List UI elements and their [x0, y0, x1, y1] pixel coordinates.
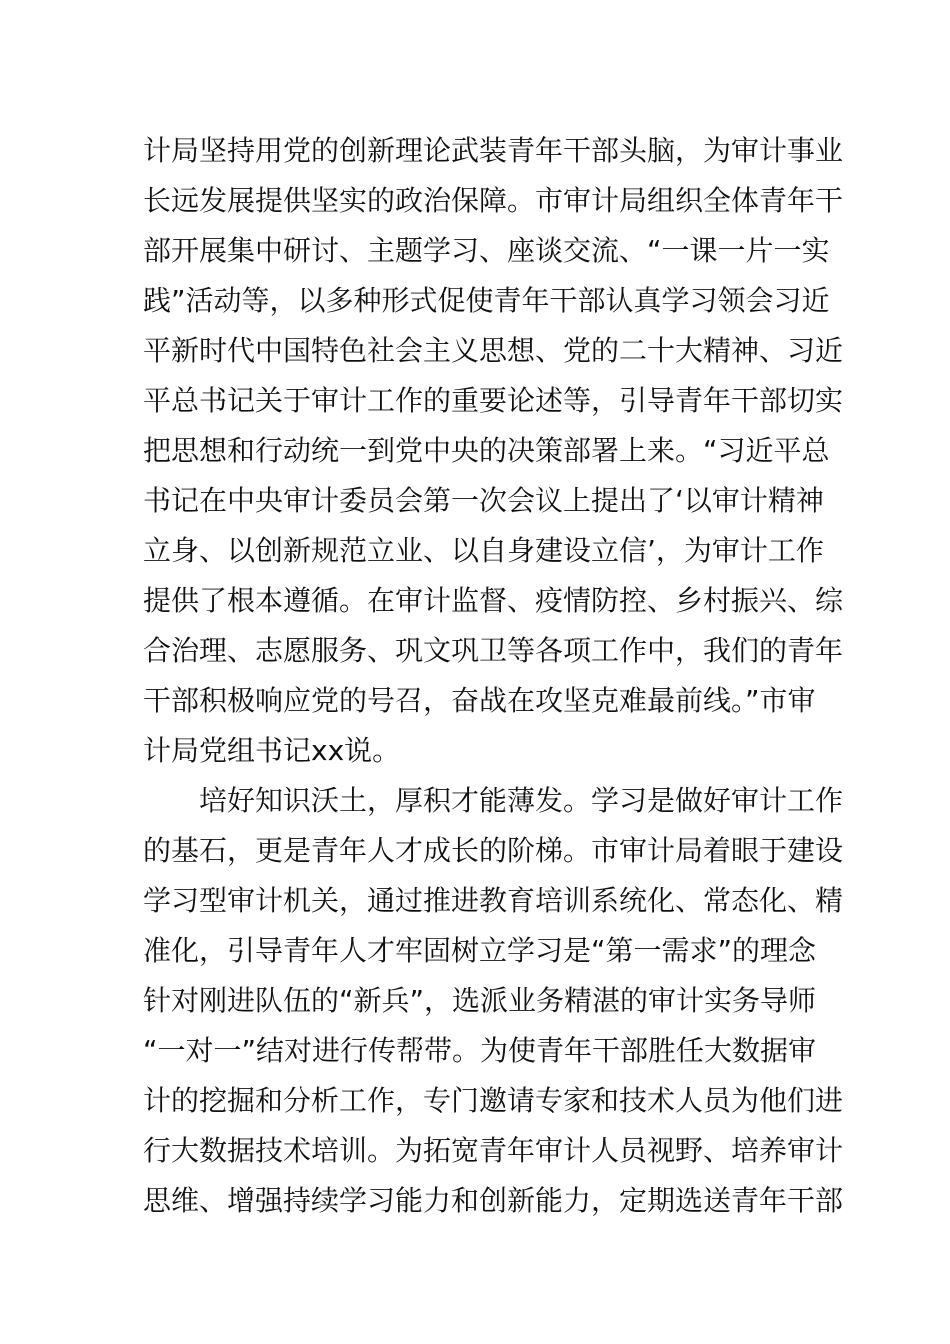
text-line: 平新时代中国特色社会主义思想、党的二十大精神、习近 — [143, 334, 844, 367]
text-line: 针对刚进队伍的“新兵”，选派业务精湛的审计实务导师 — [143, 984, 817, 1017]
text-line: 部开展集中研讨、主题学习、座谈交流、“一课一片一实 — [143, 234, 830, 267]
text-line: 立身、以创新规范立业、以自身建设立信’，为审计工作 — [143, 534, 824, 567]
text-line: 提供了根本遵循。在审计监督、疫情防控、乡村振兴、综 — [143, 584, 844, 617]
text-line: 把思想和行动统一到党中央的决策部署上来。“习近平总 — [143, 434, 830, 467]
text-line: 的基石，更是青年人才成长的阶梯。市审计局着眼于建设 — [143, 834, 844, 867]
text-line: 行大数据技术培训。为拓宽青年审计人员视野、培养审计 — [143, 1134, 844, 1167]
text-line: 思维、增强持续学习能力和创新能力，定期选送青年干部 — [143, 1184, 844, 1217]
body-text — [143, 126, 844, 1226]
text-line: 长远发展提供坚实的政治保障。市审计局组织全体青年干 — [143, 184, 844, 217]
text-line: 践”活动等，以多种形式促使青年干部认真学习领会习近 — [143, 284, 830, 317]
text-line: 平总书记关于审计工作的重要论述等，引导青年干部切实 — [143, 384, 844, 417]
text-line: 计局坚持用党的创新理论武装青年干部头脑，为审计事业 — [143, 134, 844, 167]
text-line: 合治理、志愿服务、巩文巩卫等各项工作中，我们的青年 — [143, 634, 844, 667]
paragraph-2 — [143, 776, 844, 1226]
text-line: “一对一”结对进行传帮带。为使青年干部胜任大数据审 — [143, 1034, 817, 1067]
text-line: 准化，引导青年人才牢固树立学习是“第一需求”的理念 — [143, 934, 817, 967]
text-line: 书记在中央审计委员会第一次会议上提出了‘以审计精神 — [143, 484, 824, 517]
text-line: 培好知识沃土，厚积才能薄发。学习是做好审计工作 — [199, 784, 844, 817]
text-line: 计局党组书记xx说。 — [143, 734, 401, 767]
text-line: 干部积极响应党的号召，奋战在攻坚克难最前线。”市审 — [143, 684, 816, 717]
text-line: 学习型审计机关，通过推进教育培训系统化、常态化、精 — [143, 884, 844, 917]
paragraph-1 — [143, 126, 844, 776]
text-line: 计的挖掘和分析工作，专门邀请专家和技术人员为他们进 — [143, 1084, 844, 1117]
